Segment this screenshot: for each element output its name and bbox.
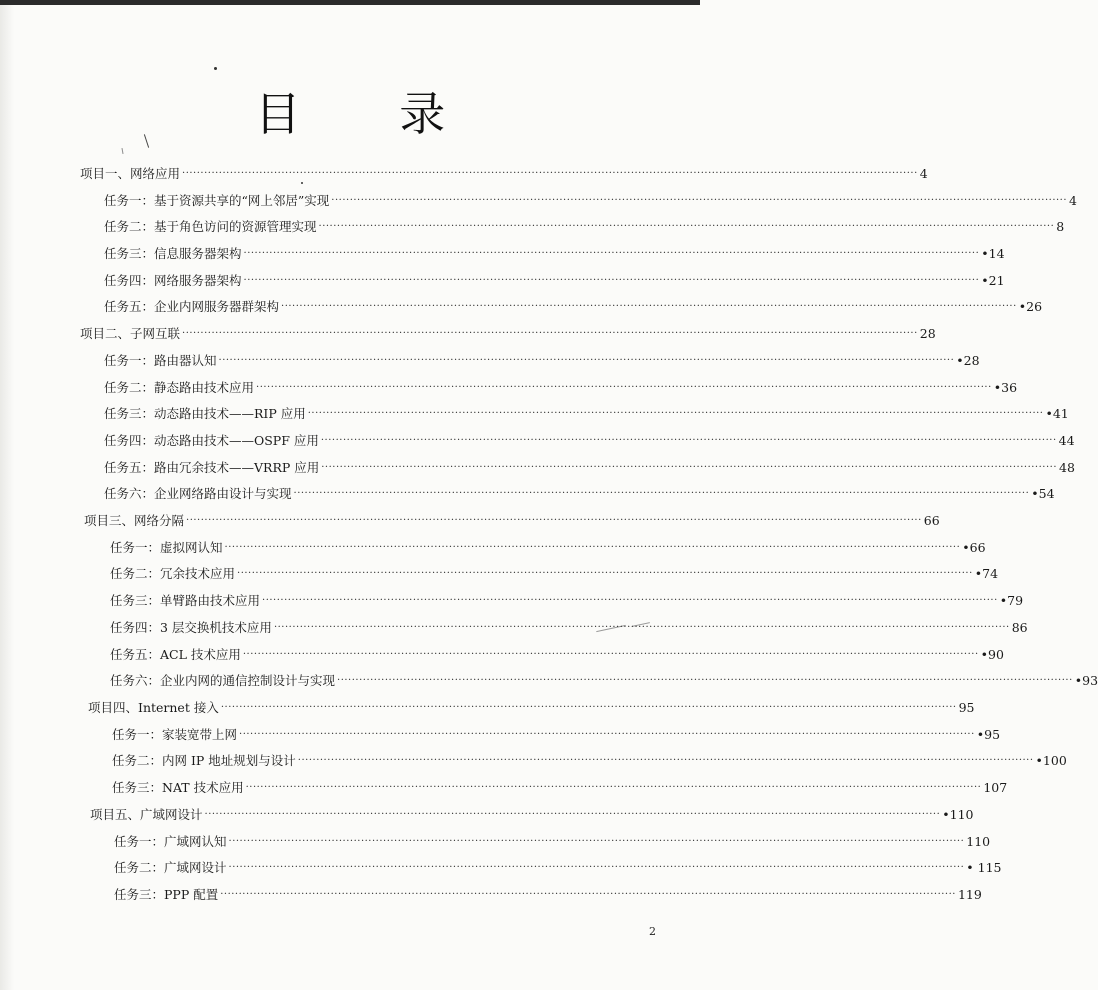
toc-page-number: 107: [983, 780, 1008, 795]
toc-task-entry: [110, 669, 1098, 689]
toc-page-number: 44: [1058, 433, 1075, 448]
dot-leader: ········································································································································································································: [256, 382, 992, 393]
toc-section-entry: [80, 162, 928, 182]
dot-leader: ········································································································································································································: [245, 782, 982, 793]
toc-task-entry: [114, 883, 982, 903]
toc-section-entry: [84, 509, 940, 529]
toc-task-title: 任务一：路由器认知: [104, 353, 217, 368]
dot-leader: ········································································································································································································: [228, 836, 965, 847]
toc-task-title: 任务一：虚拟网认知: [110, 540, 223, 555]
page-title: 目 录: [254, 87, 488, 141]
toc-task-title: 任务二：冗余技术应用: [110, 566, 236, 581]
dot-leader: ········································································································································································································: [293, 488, 1030, 499]
toc-page-number: •14: [981, 246, 1005, 261]
toc-page-number: •90: [980, 647, 1004, 662]
dot-leader: ········································································································································································································: [337, 675, 1073, 686]
toc-page-number: •100: [1035, 753, 1067, 768]
toc-page-number: •26: [1018, 299, 1043, 314]
dot-leader: ········································································································································································································: [220, 702, 957, 713]
dot-leader: ········································································································································································································: [318, 221, 1055, 232]
toc-page-number: 8: [1056, 219, 1065, 234]
toc-task-title: 任务三：动态路由技术——RIP 应用: [104, 406, 306, 421]
toc-page-number: • 115: [966, 860, 1002, 875]
toc-task-title: 任务五：ACL 技术应用: [110, 647, 241, 662]
toc-task-title: 任务二：静态路由技术应用: [104, 380, 255, 395]
dot-leader: ········································································································································································································: [242, 649, 979, 660]
toc-page-number: 110: [966, 834, 991, 849]
toc-task-entry: [104, 189, 1077, 209]
toc-task-entry: [104, 349, 980, 369]
toc-page-number: •74: [974, 566, 999, 581]
toc-task-title: 任务一：基于资源共享的“网上邻居”实现: [104, 193, 330, 208]
toc-task-title: 任务四：动态路由技术——OSPF 应用: [104, 433, 319, 448]
toc-task-title: 任务二：内网 IP 地址规划与设计: [112, 753, 296, 768]
toc-task-entry: [104, 402, 1069, 422]
toc-section-title: 项目二、子网互联: [80, 326, 181, 341]
toc-task-entry: [104, 269, 1005, 289]
toc-task-entry: [114, 856, 1002, 876]
page-number: 2: [649, 925, 656, 938]
dot-leader: ········································································································································································································: [321, 462, 1057, 473]
toc-page-number: 66: [923, 513, 940, 528]
toc-task-title: 任务四：3 层交换机技术应用: [110, 620, 272, 635]
toc-section-entry: [88, 696, 975, 716]
toc-page-number: •54: [1031, 486, 1055, 501]
scan-top-edge: [0, 0, 700, 5]
dot-leader: ········································································································································································································: [182, 168, 918, 179]
toc-task-entry: [104, 295, 1043, 315]
toc-task-title: 任务三：NAT 技术应用: [112, 780, 244, 795]
scan-speck: [301, 182, 303, 184]
toc-page-number: •66: [962, 540, 986, 555]
dot-leader: ········································································································································································································: [182, 328, 918, 339]
dot-leader: ········································································································································································································: [331, 195, 1068, 206]
toc-task-entry: [110, 536, 986, 556]
toc-task-entry: [110, 589, 1024, 609]
toc-page-number: •110: [942, 807, 974, 822]
toc-task-title: 任务六：企业内网的通信控制设计与实现: [110, 673, 336, 688]
dot-leader: ········································································································································································································: [262, 595, 998, 606]
toc-task-title: 任务一：家装宽带上网: [112, 727, 238, 742]
dot-leader: ········································································································································································································: [237, 568, 973, 579]
toc-task-title: 任务三：PPP 配置: [114, 887, 219, 902]
dot-leader: ········································································································································································································: [218, 355, 955, 366]
dot-leader: ········································································································································································································: [320, 435, 1057, 446]
dot-leader: ········································································································································································································: [273, 622, 1010, 633]
dot-leader: ········································································································································································································: [224, 542, 961, 553]
toc-page-number: 86: [1011, 620, 1028, 635]
dot-leader: ········································································································································································································: [239, 729, 975, 740]
toc-page-number: •79: [999, 593, 1024, 608]
scan-left-shadow: [0, 5, 14, 990]
toc-section-entry: [80, 322, 936, 342]
toc-page-number: •95: [976, 727, 1001, 742]
toc-section-title: 项目三、网络分隔: [84, 513, 185, 528]
toc-task-entry: [104, 376, 1018, 396]
dot-leader: ········································································································································································································: [220, 889, 956, 900]
toc-task-entry: [110, 616, 1028, 636]
toc-task-title: 任务四：网络服务器架构: [104, 273, 242, 288]
toc-task-title: 任务六：企业网络路由设计与实现: [104, 486, 292, 501]
dot-leader: ········································································································································································································: [281, 301, 1017, 312]
toc-task-entry: [112, 749, 1067, 769]
toc-section-title: 项目五、广域网设计: [90, 807, 203, 822]
toc-section-entry: [90, 803, 974, 823]
toc-page-number: 119: [957, 887, 982, 902]
toc-task-entry: [110, 562, 999, 582]
toc-page-number: 95: [958, 700, 975, 715]
dot-leader: ········································································································································································································: [243, 275, 980, 286]
toc-task-entry: [104, 215, 1065, 235]
toc-page-number: •28: [956, 353, 980, 368]
toc-page-number: •21: [981, 273, 1005, 288]
dot-leader: ········································································································································································································: [243, 248, 980, 259]
toc-page-number: •41: [1045, 406, 1069, 421]
toc-task-entry: [104, 429, 1075, 449]
toc-task-entry: [104, 482, 1055, 502]
toc-page-number: 28: [919, 326, 936, 341]
toc-page-number: •93: [1074, 673, 1098, 688]
toc-task-entry: [112, 723, 1001, 743]
toc-task-title: 任务五：企业内网服务器群架构: [104, 299, 280, 314]
toc-task-title: 任务二：基于角色访问的资源管理实现: [104, 219, 317, 234]
toc-task-entry: [114, 830, 991, 850]
scan-speck: [214, 67, 217, 70]
toc-task-title: 任务三：信息服务器架构: [104, 246, 242, 261]
toc-page-number: 48: [1059, 460, 1075, 475]
toc-task-title: 任务一：广域网认知: [114, 834, 227, 849]
toc-section-title: 项目一、网络应用: [80, 166, 181, 181]
toc-task-title: 任务三：单臂路由技术应用: [110, 593, 261, 608]
dot-leader: ········································································································································································································: [204, 809, 941, 820]
toc-task-entry: [110, 643, 1004, 663]
toc-section-title: 项目四、Internet 接入: [88, 700, 219, 715]
toc-page-number: 4: [919, 166, 928, 181]
toc-page-number: •36: [993, 380, 1018, 395]
scan-scratch: [121, 148, 123, 154]
toc-task-title: 任务二：广域网设计: [114, 860, 227, 875]
toc-task-title: 任务五：路由冗余技术——VRRP 应用: [104, 460, 320, 475]
toc-page-number: 4: [1069, 193, 1077, 208]
toc-task-entry: [104, 242, 1005, 262]
dot-leader: ········································································································································································································: [228, 862, 965, 873]
dot-leader: ········································································································································································································: [297, 755, 1034, 766]
dot-leader: ········································································································································································································: [307, 408, 1044, 419]
toc-task-entry: [104, 456, 1075, 476]
toc-task-entry: [112, 776, 1008, 796]
dot-leader: ········································································································································································································: [186, 515, 922, 526]
